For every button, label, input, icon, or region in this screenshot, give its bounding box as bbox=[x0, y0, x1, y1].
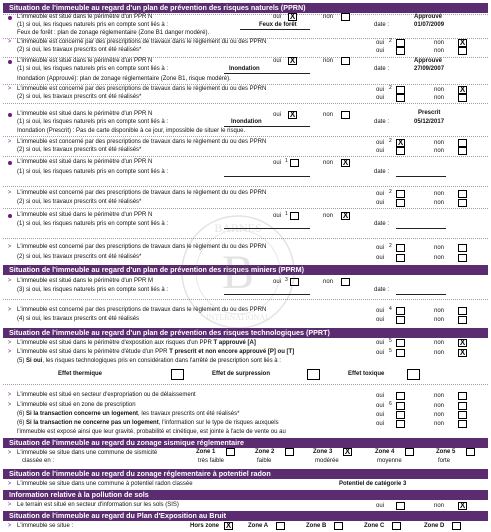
non-label: non bbox=[434, 340, 445, 346]
concerne-label: L'immeuble est concerné par des prescriptions de travaux dans le règlement du ou des PPRN bbox=[17, 139, 267, 145]
sismique-zone-desc: moyenne bbox=[377, 458, 402, 464]
non-label: non bbox=[323, 213, 334, 219]
radon-label: L'immeuble se situe dans une commune à potentiel radon classée bbox=[17, 481, 193, 487]
chevron-right-icon: > bbox=[7, 39, 12, 45]
pprt-a-non-checkbox[interactable]: X bbox=[459, 338, 466, 347]
pprn1-travaux-oui-checkbox[interactable] bbox=[396, 47, 405, 55]
bruit-zone-checkbox[interactable] bbox=[392, 522, 401, 530]
non-label: non bbox=[323, 14, 334, 20]
oui-label: oui bbox=[376, 148, 385, 154]
pprt-logement-label: (6) Si la transaction concerne un logement, les travaux prescrits ont été réalisés* bbox=[17, 411, 240, 417]
pprn3-risque: Inondation bbox=[231, 119, 262, 125]
footnote-marker: 2 bbox=[389, 38, 392, 44]
footnote-marker: 3 bbox=[285, 277, 288, 283]
travaux-label: (2) si oui, les travaux prescrits ont été réalisés* bbox=[17, 254, 142, 260]
oui-label: oui bbox=[273, 58, 282, 64]
pprn2-oui-checkbox[interactable]: X bbox=[289, 56, 296, 65]
pprm-travaux-label: (4) si oui, les travaux prescrits ont été réalisés bbox=[17, 316, 140, 322]
oui-label: oui bbox=[376, 48, 385, 54]
pprt-prescription-oui-checkbox[interactable] bbox=[396, 402, 405, 410]
watermark-bottom: INTERNATIONAL bbox=[206, 313, 270, 322]
pprn2-concerne-non-checkbox[interactable]: X bbox=[459, 85, 466, 94]
chevron-right-icon: > bbox=[7, 244, 12, 250]
chevron-right-icon: > bbox=[7, 481, 12, 487]
pprn2-status: Approuvé bbox=[414, 58, 443, 64]
sismique-zone-label: Zone 1 bbox=[196, 449, 216, 455]
chevron-right-icon: > bbox=[7, 340, 12, 346]
oui-label: oui bbox=[376, 200, 385, 206]
non-label: non bbox=[434, 393, 445, 399]
sols-oui-checkbox[interactable] bbox=[396, 502, 405, 510]
effet-toxique-label: Effet toxique bbox=[348, 371, 385, 377]
date-label: date : bbox=[374, 66, 390, 72]
non-label: non bbox=[323, 112, 334, 118]
section-header-pprn: Situation de l'immeuble au regard d'un plan de prévention des risques naturels (PPRN) bbox=[3, 3, 488, 13]
bullet-icon bbox=[8, 113, 12, 117]
sismique-zone-label: Zone 4 bbox=[375, 449, 395, 455]
pprn3-date: 05/12/2017 bbox=[414, 119, 445, 125]
chevron-right-icon: > bbox=[7, 278, 12, 284]
chevron-right-icon: > bbox=[7, 86, 12, 92]
pprn3-non-checkbox[interactable] bbox=[341, 111, 350, 119]
effet-thermique-checkbox[interactable] bbox=[171, 369, 184, 380]
oui-label: oui bbox=[376, 340, 385, 346]
bullet-icon bbox=[8, 161, 12, 165]
effet-toxique-checkbox[interactable] bbox=[407, 369, 420, 380]
pprn4-travaux-non-checkbox[interactable] bbox=[458, 199, 467, 207]
non-label: non bbox=[434, 95, 445, 101]
pprn3-status: Prescrit bbox=[418, 110, 441, 116]
bruit-zone-checkbox[interactable] bbox=[276, 522, 285, 530]
non-label: non bbox=[434, 87, 445, 93]
travaux-label: (2) si oui, les travaux prescrits ont été réalisés* bbox=[17, 47, 142, 53]
concerne-label: L'immeuble est concerné par des prescriptions de travaux dans le règlement du ou des PPRN bbox=[17, 244, 267, 250]
pprn5-non-checkbox[interactable]: X bbox=[342, 211, 349, 220]
pprt-etude-label: L'immeuble est situé dans le périmètre d'étude d'un PPR T prescrit et non encore approuvé [P] ou [T] bbox=[17, 349, 295, 355]
footnote-marker: 5 bbox=[389, 348, 392, 354]
pprn5-travaux-non-checkbox[interactable] bbox=[458, 254, 467, 262]
risques-lies-label: (1) si oui, les risques naturels pris en compte sont liés à : bbox=[17, 119, 169, 125]
pprm-travaux-non-checkbox[interactable] bbox=[458, 316, 467, 324]
sismique-classee-label: classée en : bbox=[22, 458, 55, 464]
oui-label: oui bbox=[376, 317, 385, 323]
risques-lies-label: (1) si oui, les risques naturels pris en compte sont liés à : bbox=[17, 22, 169, 28]
bruit-zone-label: Zone D bbox=[424, 523, 445, 529]
non-label: non bbox=[434, 200, 445, 206]
travaux-label: (2) si oui, les travaux prescrits ont été réalisés* bbox=[17, 147, 142, 153]
non-label: non bbox=[434, 403, 445, 409]
oui-label: oui bbox=[376, 40, 385, 46]
section-header-sols: Information relative à la pollution de sols bbox=[3, 490, 488, 500]
footnote-marker: 6 bbox=[389, 401, 392, 407]
pprn1-date: 01/07/2009 bbox=[414, 22, 445, 28]
pprn-perimetre-label: L'immeuble est situé dans le périmètre d'un PPR N bbox=[17, 212, 153, 218]
non-label: non bbox=[434, 48, 445, 54]
sismique-zone-checkbox[interactable] bbox=[405, 448, 414, 456]
pprt-prescription-non-checkbox[interactable] bbox=[458, 402, 467, 410]
pprn5-concerne-non-checkbox[interactable] bbox=[458, 244, 467, 252]
underline bbox=[224, 73, 310, 74]
pprm-risques-lies-label: (3) si oui, les risques naturels pris en compte sont liés à : bbox=[17, 287, 169, 293]
non-label: non bbox=[434, 412, 445, 418]
pprt-p-oui-checkbox[interactable] bbox=[396, 349, 405, 357]
non-label: non bbox=[434, 503, 445, 509]
chevron-right-icon: > bbox=[7, 502, 12, 508]
watermark-letter: B bbox=[221, 246, 255, 299]
date-label: date : bbox=[374, 221, 390, 227]
pprm-concerne-label: L'immeuble est concerné par des prescriptions de travaux dans le règlement du ou des PPRN bbox=[17, 307, 267, 313]
divider bbox=[3, 186, 488, 187]
effet-surpression-label: Effet de surpression bbox=[212, 371, 271, 377]
non-label: non bbox=[434, 421, 445, 427]
pprn4-oui-checkbox[interactable] bbox=[290, 159, 299, 167]
sismique-zone-desc: forte bbox=[438, 458, 451, 464]
risques-lies-label: (1) si oui, les risques naturels pris en compte sont liés à : bbox=[17, 221, 169, 227]
sismique-zone-checkbox[interactable] bbox=[466, 448, 475, 456]
pprt-prescription-label: L'immeuble est situé en zone de prescription bbox=[17, 402, 136, 408]
travaux-label: (2) si oui, les travaux prescrits ont été réalisés* bbox=[17, 94, 142, 100]
footnote-marker: 1 bbox=[285, 158, 288, 164]
oui-label: oui bbox=[376, 421, 385, 427]
oui-label: oui bbox=[376, 403, 385, 409]
sismique-zone-desc: modérée bbox=[315, 458, 339, 464]
pprt-expropriation-non-checkbox[interactable] bbox=[458, 392, 467, 400]
pprn3-travaux-non-checkbox[interactable] bbox=[458, 147, 467, 155]
chevron-right-icon: > bbox=[7, 190, 12, 196]
pprn2-note: Inondation (Approuvé): plan de zonage réglementaire (Zone B1, risque modéré). bbox=[17, 76, 231, 82]
pprn2-date: 27/09/2007 bbox=[414, 66, 445, 72]
pprt-non-logement-non-checkbox[interactable] bbox=[458, 420, 467, 428]
pprm-travaux-oui-checkbox[interactable] bbox=[396, 316, 405, 324]
pprt-a-oui-checkbox[interactable] bbox=[396, 339, 405, 347]
section-header-radon: Situation de l'immeuble au regard du zonage réglementaire à potentiel radon bbox=[3, 469, 488, 479]
oui-label: oui bbox=[376, 503, 385, 509]
section-header-pprt: Situation de l'immeuble au regard d'un plan de prévention des risques technologiques (PPRT) bbox=[3, 328, 488, 338]
risques-lies-label: (1) si oui, les risques naturels pris en compte sont liés à : bbox=[17, 169, 169, 175]
underline bbox=[396, 176, 446, 177]
bruit-label: L'immeuble se situe : bbox=[17, 523, 74, 529]
footnote-marker: 5 bbox=[389, 338, 392, 344]
oui-label: oui bbox=[273, 14, 282, 20]
concerne-label: L'immeuble est concerné par des prescriptions de travaux dans le règlement du ou des PPRN bbox=[17, 39, 267, 45]
pprn4-concerne-non-checkbox[interactable] bbox=[458, 190, 467, 198]
oui-label: oui bbox=[376, 87, 385, 93]
chevron-right-icon: > bbox=[7, 450, 12, 456]
oui-label: oui bbox=[273, 160, 282, 166]
pprt-gravite-label: l'immeuble est exposé ainsi que leur gravité, probabilité et cinétique, est jointe à l'acte de vente ou au bbox=[17, 429, 286, 435]
barnes-watermark-logo bbox=[178, 212, 298, 332]
sismique-zone-desc: faible bbox=[257, 458, 272, 464]
chevron-right-icon: > bbox=[7, 307, 12, 313]
pprt-logement-non-checkbox[interactable] bbox=[458, 411, 467, 419]
pprn4-concerne-oui-checkbox[interactable] bbox=[396, 190, 405, 198]
divider bbox=[3, 156, 488, 157]
non-label: non bbox=[434, 245, 445, 251]
bruit-zone-checkbox[interactable]: X bbox=[225, 521, 232, 530]
divider bbox=[3, 84, 488, 85]
chevron-right-icon: > bbox=[7, 139, 12, 145]
divider bbox=[3, 136, 488, 137]
section-header-pprm: Situation de l'immeuble au regard d'un plan de prévention des risques miniers (PPRM) bbox=[3, 265, 488, 275]
divider bbox=[3, 208, 488, 209]
pprt-non-logement-label: (6) Si la transaction ne concerne pas un logement, l'information sur le type de risques auxquels bbox=[17, 420, 279, 426]
non-label: non bbox=[434, 317, 445, 323]
pprn5-concerne-oui-checkbox[interactable] bbox=[396, 244, 405, 252]
oui-label: oui bbox=[376, 308, 385, 314]
pprt-risques-lies-label: (5) Si oui, les risques technologiques pris en considération dans l'arrêté de prescription sont liés à : bbox=[17, 358, 281, 364]
bruit-zone-label: Zone C bbox=[364, 523, 385, 529]
oui-label: oui bbox=[376, 245, 385, 251]
non-label: non bbox=[434, 191, 445, 197]
pprn1-note: Feux de forêt : plan de zonage réglementaire (Zone B1 danger modéré). bbox=[17, 30, 210, 36]
sismique-zone-label: Zone 3 bbox=[313, 449, 333, 455]
date-label: date : bbox=[374, 287, 390, 293]
bruit-zone-checkbox[interactable] bbox=[334, 522, 343, 530]
date-label: date : bbox=[374, 22, 390, 28]
footnote-marker: 4 bbox=[389, 306, 392, 312]
footnote-marker: 2 bbox=[389, 243, 392, 249]
pprt-exposition-label: L'immeuble est situé dans le périmètre d'exposition aux risques d'un PPR T approuvé [A] bbox=[17, 340, 256, 346]
oui-label: oui bbox=[376, 95, 385, 101]
chevron-right-icon: > bbox=[7, 392, 12, 398]
non-label: non bbox=[434, 40, 445, 46]
pprn3-concerne-oui-checkbox[interactable]: X bbox=[397, 138, 404, 147]
sismique-zone-label: Zone 2 bbox=[255, 449, 275, 455]
bruit-zone-checkbox[interactable] bbox=[452, 522, 461, 530]
oui-label: oui bbox=[273, 213, 282, 219]
divider bbox=[3, 384, 488, 385]
bullet-icon bbox=[8, 16, 12, 20]
non-label: non bbox=[434, 308, 445, 314]
pprt-expropriation-label: L'immeuble est situé en secteur d'expropriation ou de délaissement bbox=[17, 392, 196, 398]
oui-label: oui bbox=[376, 140, 385, 146]
pprn2-travaux-oui-checkbox[interactable] bbox=[396, 94, 405, 102]
underline bbox=[396, 294, 446, 295]
sismique-zone-checkbox[interactable]: X bbox=[344, 447, 351, 456]
pprn3-oui-checkbox[interactable]: X bbox=[289, 110, 296, 119]
date-label: date : bbox=[374, 119, 390, 125]
oui-label: oui bbox=[273, 112, 282, 118]
pprn-perimetre-label: L'immeuble est situé dans le périmètre d'un PPR N bbox=[17, 159, 153, 165]
section-header-sismique: Situation de l'immeuble au regard du zonage sismique réglementaire bbox=[3, 438, 488, 448]
date-label: date : bbox=[374, 169, 390, 175]
non-label: non bbox=[434, 140, 445, 146]
bullet-icon bbox=[8, 214, 12, 218]
oui-label: oui bbox=[376, 412, 385, 418]
footnote-marker: 2 bbox=[389, 189, 392, 195]
pprn2-non-checkbox[interactable] bbox=[341, 57, 350, 65]
sismique-zone-checkbox[interactable] bbox=[285, 448, 294, 456]
pprm-perimetre-label: L'immeuble est situé dans le périmètre d'un PPR M bbox=[17, 278, 154, 284]
pprn-perimetre-label: L'immeuble est situé dans le périmètre d'un PPR N bbox=[17, 14, 153, 20]
chevron-right-icon: > bbox=[7, 349, 12, 355]
non-label: non bbox=[323, 279, 334, 285]
oui-label: oui bbox=[376, 393, 385, 399]
section-header-bruit: Situation de l'immeuble au regard du Plan d'Exposition au Bruit bbox=[3, 511, 488, 521]
pprn1-status: Approuvé bbox=[414, 14, 443, 20]
bruit-zone-label: Zone A bbox=[248, 523, 269, 529]
non-label: non bbox=[434, 255, 445, 261]
sismique-zone-checkbox[interactable] bbox=[226, 448, 235, 456]
pprn1-travaux-non-checkbox[interactable] bbox=[458, 47, 467, 55]
pprn1-risque: Feux de forêt bbox=[259, 22, 297, 28]
underline bbox=[396, 228, 446, 229]
pprn1-non-checkbox[interactable] bbox=[341, 13, 350, 21]
pprn3-travaux-oui-checkbox[interactable] bbox=[396, 147, 405, 155]
non-label: non bbox=[434, 350, 445, 356]
underline bbox=[240, 29, 310, 30]
bruit-zone-label: Zone B bbox=[306, 523, 327, 529]
sols-non-checkbox[interactable]: X bbox=[459, 501, 466, 510]
pprt-p-non-checkbox[interactable]: X bbox=[459, 348, 466, 357]
pprn2-concerne-oui-checkbox[interactable] bbox=[396, 86, 405, 94]
pprn3-note: Inondation (Prescrit) : Pas de carte disponible à ce jour, impossible de situer le risque. bbox=[17, 128, 246, 134]
pprn4-non-checkbox[interactable]: X bbox=[342, 158, 349, 167]
footnote-marker: 1 bbox=[285, 211, 288, 217]
pprn4-travaux-oui-checkbox[interactable] bbox=[396, 199, 405, 207]
pprn2-travaux-non-checkbox[interactable] bbox=[458, 94, 467, 102]
oui-label: oui bbox=[376, 191, 385, 197]
pprt-logement-oui-checkbox[interactable] bbox=[396, 411, 405, 419]
oui-label: oui bbox=[376, 350, 385, 356]
pprn1-concerne-oui-checkbox[interactable] bbox=[396, 39, 405, 47]
sismique-label: L'immeuble se situe dans une commune de sismicité bbox=[17, 450, 158, 456]
effet-thermique-label: Effet thermique bbox=[58, 371, 103, 377]
chevron-right-icon: > bbox=[7, 523, 12, 529]
pprm-concerne-non-checkbox[interactable] bbox=[458, 307, 467, 315]
watermark-top: BARNES bbox=[214, 221, 262, 235]
travaux-label: (2) si oui, les travaux prescrits ont été réalisés* bbox=[17, 199, 142, 205]
concerne-label: L'immeuble est concerné par des prescriptions de travaux dans le règlement du ou des PPRN bbox=[17, 190, 267, 196]
oui-label: oui bbox=[273, 279, 282, 285]
pprn1-oui-checkbox[interactable]: X bbox=[289, 12, 296, 21]
pprn2-risque: Inondation bbox=[229, 66, 260, 72]
sismique-zone-desc: très faible bbox=[198, 458, 225, 464]
underline bbox=[224, 126, 310, 127]
bruit-zone-label: Hors zone bbox=[190, 523, 220, 529]
bullet-icon bbox=[8, 60, 12, 64]
pprn3-concerne-non-checkbox[interactable] bbox=[458, 139, 467, 147]
pprm-non-checkbox[interactable] bbox=[341, 278, 350, 286]
pprt-non-logement-oui-checkbox[interactable] bbox=[396, 420, 405, 428]
chevron-right-icon: > bbox=[7, 402, 12, 408]
risques-lies-label: (1) si oui, les risques naturels pris en compte sont liés à : bbox=[17, 66, 169, 72]
concerne-label: L'immeuble est concerné par des prescriptions de travaux dans le règlement du ou des PPRN bbox=[17, 86, 267, 92]
sismique-zone-label: Zone 5 bbox=[436, 449, 456, 455]
pprt-expropriation-oui-checkbox[interactable] bbox=[396, 392, 405, 400]
pprn-perimetre-label: L'immeuble est situé dans le périmètre d'un PPR N bbox=[17, 111, 153, 117]
underline bbox=[224, 176, 310, 177]
divider bbox=[3, 103, 488, 104]
pprm-concerne-oui-checkbox[interactable] bbox=[396, 307, 405, 315]
radon-value: Potentiel de catégorie 3 bbox=[339, 481, 407, 487]
footnote-marker: 2 bbox=[389, 138, 392, 144]
footnote-marker: 2 bbox=[389, 85, 392, 91]
pprn1-concerne-non-checkbox[interactable]: X bbox=[459, 38, 466, 47]
pprn-perimetre-label: L'immeuble est situé dans le périmètre d'un PPR N bbox=[17, 58, 153, 64]
effet-surpression-checkbox[interactable] bbox=[307, 369, 320, 380]
sols-label: Le terrain est situé en secteur d'information sur les sols (SIS) bbox=[17, 502, 179, 508]
pprn5-travaux-oui-checkbox[interactable] bbox=[396, 254, 405, 262]
non-label: non bbox=[434, 148, 445, 154]
non-label: non bbox=[323, 160, 334, 166]
non-label: non bbox=[323, 58, 334, 64]
oui-label: oui bbox=[376, 255, 385, 261]
